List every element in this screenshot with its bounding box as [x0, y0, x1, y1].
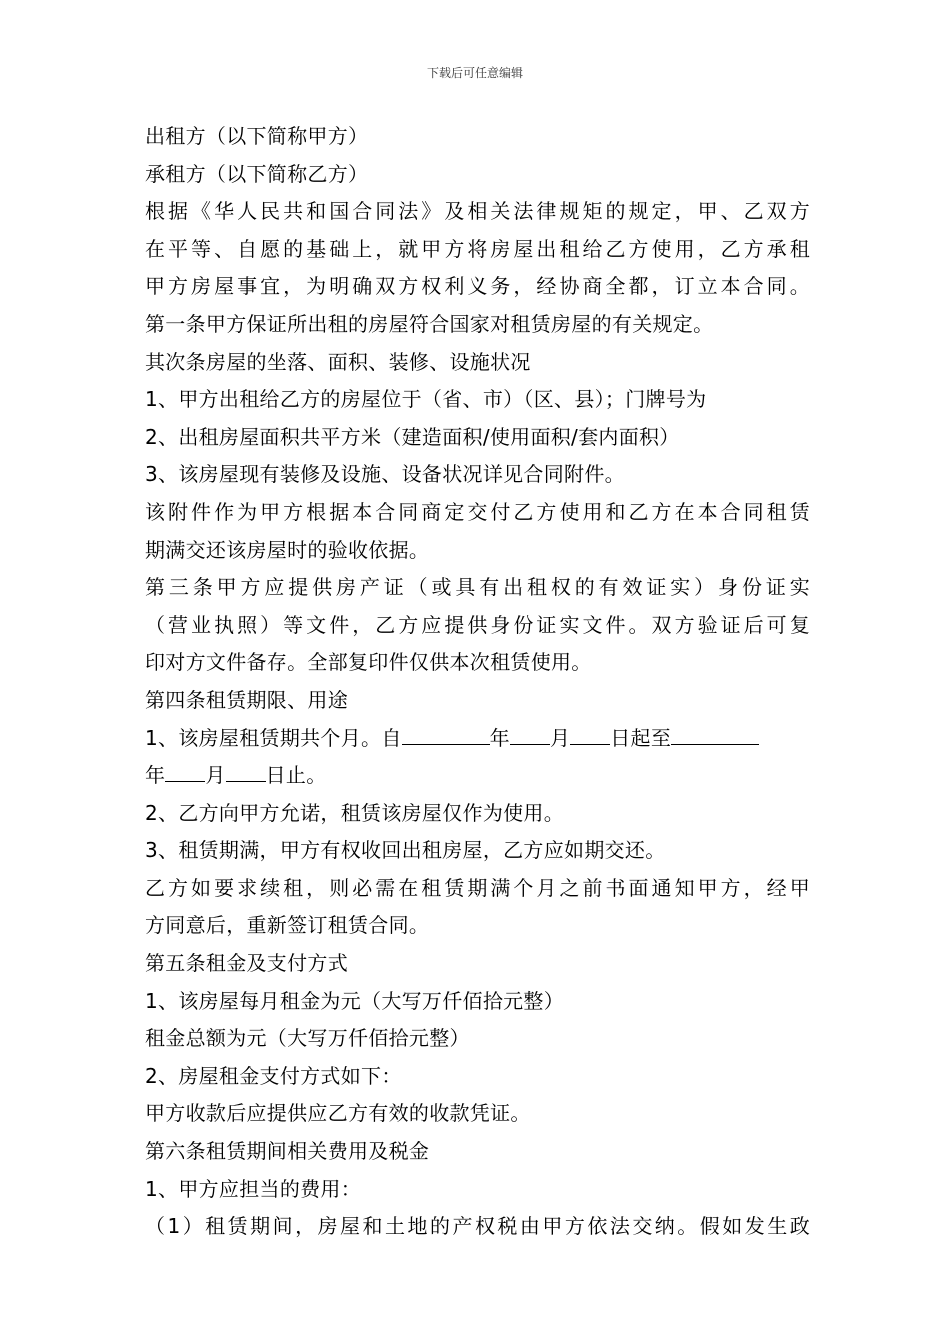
text-line: 3、该房屋现有装修及设施、设备状况详见合同附件。 [145, 462, 625, 487]
text-line: 承租方（以下简称乙方） [145, 161, 369, 186]
contract-body [145, 118, 810, 1246]
page-header: 下载后可任意编辑 [426, 66, 523, 80]
text-line: 租金总额为元（大写万仟佰拾元整） [145, 1026, 470, 1051]
text-line: 甲方房屋事宜，为明确双方权利义务，经协商全都，订立本合同。 [145, 274, 810, 299]
text-line: 期满交还该房屋时的验收依据。 [145, 537, 430, 562]
text-line: 1、甲方应担当的费用： [145, 1176, 362, 1201]
text-line: 第五条租金及支付方式 [145, 951, 348, 976]
text-line: 2、乙方向甲方允诺，租赁该房屋仅作为使用。 [145, 800, 565, 825]
term-month-label: 月 [549, 725, 571, 750]
text-line: 出租方（以下简称甲方） [145, 124, 369, 148]
text-line: （营业执照）等文件，乙方应提供身份证实文件。双方验证后可复 [145, 612, 810, 637]
text-line: 方同意后，重新签订租赁合同。 [145, 913, 430, 938]
blank-field[interactable] [165, 761, 205, 782]
text-line: 乙方如要求续租，则必需在租赁期满个月之前书面通知甲方，经甲 [145, 875, 810, 900]
lease-term-line [145, 720, 810, 758]
term-year-label: 年 [145, 763, 166, 788]
text-line: 印对方文件备存。全部复印件仅供本次租赁使用。 [145, 650, 592, 675]
lease-term-line-2 [145, 757, 810, 795]
text-line: 在平等、自愿的基础上，就甲方将房屋出租给乙方使用，乙方承租 [145, 236, 810, 261]
text-line: 其次条房屋的坐落、面积、装修、设施状况 [145, 349, 531, 374]
text-line: 第六条租赁期间相关费用及税金 [145, 1139, 430, 1164]
text-line: 根据《华人民共和国合同法》及相关法律规矩的规定，甲、乙双方 [145, 199, 810, 224]
text-line: 第一条甲方保证所出租的房屋符合国家对租赁房屋的有关规定。 [145, 311, 714, 336]
blank-field[interactable] [226, 761, 266, 782]
text-line: 第三条甲方应提供房产证（或具有出租权的有效证实）身份证实 [145, 575, 810, 600]
text-line: 1、该房屋每月租金为元（大写万仟佰拾元整） [145, 988, 565, 1013]
text-line: 3、租赁期满，甲方有权收回出租房屋，乙方应如期交还。 [145, 838, 666, 863]
blank-field[interactable] [671, 724, 759, 745]
text-line: 2、房屋租金支付方式如下： [145, 1063, 402, 1088]
term-month-label: 月 [205, 763, 226, 788]
text-line: 第四条租赁期限、用途 [145, 687, 348, 712]
term-prefix: 1、该房屋租赁期共个月。自 [145, 725, 402, 750]
text-line: 1、甲方出租给乙方的房屋位于（省、市）（区、县）；门牌号为 [145, 387, 707, 412]
blank-field[interactable] [402, 724, 490, 745]
blank-field[interactable] [510, 724, 550, 745]
blank-field[interactable] [570, 724, 610, 745]
text-line: 2、出租房屋面积共平方米（建造面积/使用面积/套内面积） [145, 424, 680, 449]
term-day-to-label: 日起至 [610, 725, 672, 750]
term-year-label: 年 [489, 725, 510, 750]
text-line: 甲方收款后应提供应乙方有效的收款凭证。 [145, 1101, 531, 1126]
text-line: （1）租赁期间，房屋和土地的产权税由甲方依法交纳。假如发生政 [145, 1214, 810, 1239]
term-day-end-label: 日止。 [265, 763, 327, 788]
text-line: 该附件作为甲方根据本合同商定交付乙方使用和乙方在本合同租赁 [145, 499, 810, 524]
